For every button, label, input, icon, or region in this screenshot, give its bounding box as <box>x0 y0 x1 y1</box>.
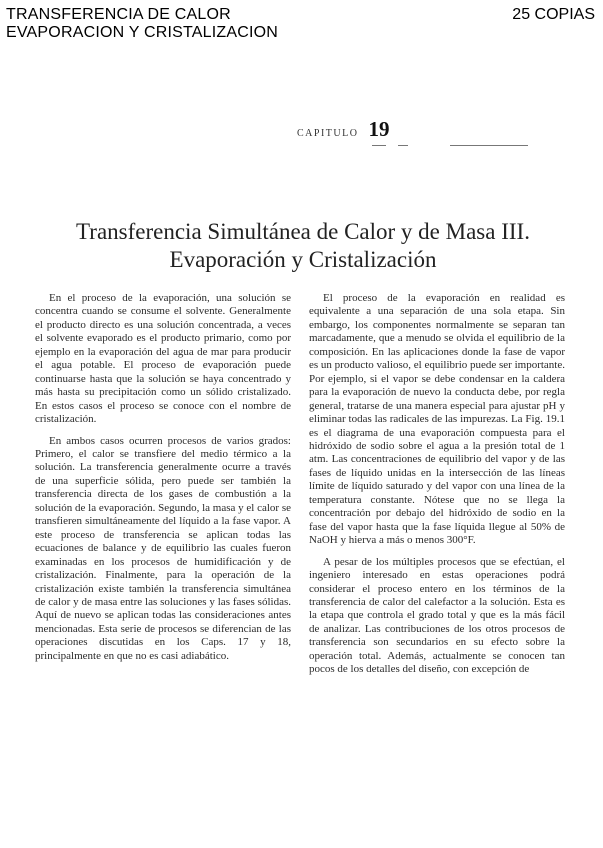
paragraph: El proceso de la evaporación en realidad es equivalente a una separación de una sola etapa. Sin embargo, los componentes normalmente se separan tan marcadamente, que a menudo se olvida el equilibrio de la composición. En las aplicaciones donde la fase de vapor es un producto valioso, el equilibrio puede ser importante. Por ejemplo, si el vapor se debe condensar en la caldera para la evaporación de nuevo la conducta debe, por regla general, tratarse de una manera especial para ajustar pH y eliminar todas las radicales de las impurezas. La Fig. 19.1 es el diagrama de una evaporación compuesta para el hidróxido de sodio sobre el agua a la presión total de 1 atm. Las concentraciones de equilibrio del vapor y de las fases de líquido unidas en la intersección de las líneas límite de líquido saturado y del vapor con una línea de la temperatura constante. Nótese que no se llega la concentración por debajo del hidróxido de sodio en la fase del vapor hasta que la fase líquida llegue al 50% de NaOH y hierva a más o menos 300°F. <box>309 292 565 547</box>
header-title-line2: EVAPORACION Y CRISTALIZACION <box>6 24 279 41</box>
paragraph: En el proceso de la evaporación, una solución se concentra cuando se consume el solvente. Generalmente el producto directo es una solución concentrada, a veces el solvente evaporado es el producto primario, como por ejemplo en la evaporación del agua de mar para producir el agua potable. El proceso de evaporación puede continuarse hasta que la solución se haya concentrado y más hasta su precipitación como un sólido cristalizado. En estos casos el proceso se conoce con el nombre de cristalización. <box>35 292 291 426</box>
paragraph: A pesar de los múltiples procesos que se efectúan, el ingeniero interesado en estas operaciones podrá considerar el proceso entero en los términos de la transferencia de calor del calefactor a la solución. Esta es la etapa que controla el grado total y que es la más fácil de analizar. Las contribuciones de los otros procesos de transferencia son secundarios en su efecto sobre la operación total. Además, actualmente se conocen tan pocos de los detalles del diseño, con excepción de <box>309 555 565 676</box>
chapter-number: 19 <box>368 117 390 141</box>
document-header <box>6 6 278 42</box>
paragraph: En ambos casos ocurren procesos de varios grados: Primero, el calor se transfiere del medio térmico a la solución. La transferencia generalmente ocurre a través de una superficie sólida, pero puede ser también la transferencia directa de los gases de combustión a la solución de la evaporación. Segundo, la masa y el calor se transfieren simultáneamente del líquido a la fase vapor. A este proceso de transferencia se aplican todas las ecuaciones de balance y de equilibrio las cuales fueron examinadas en los procesos de humidificación y de cristalización. Finalmente, para la operación de la cristalización existe también la transferencia simultánea de calor y de masa entre las soluciones y las fases sólidas. Aquí de nuevo se aplican todas las consideraciones antes mencionadas. Esta serie de procesos se diferencian de las operaciones discutidas en los Caps. 17 y 18, principalmente en que no es casi adiabático. <box>35 434 291 662</box>
chapter-rule-fragment <box>398 145 408 146</box>
chapter-title <box>40 218 566 274</box>
chapter-label: CAPITULO <box>297 128 359 139</box>
chapter-title-line2: Evaporación y Cristalización <box>169 247 437 272</box>
text-column-right <box>309 292 565 685</box>
header-title-line1: TRANSFERENCIA DE CALOR <box>6 6 231 23</box>
chapter-heading <box>297 117 389 142</box>
chapter-rule-fragment <box>372 145 386 146</box>
text-column-left <box>35 292 291 671</box>
chapter-rule-fragment <box>450 145 528 146</box>
copies-label: 25 COPIAS <box>512 6 595 23</box>
chapter-title-line1: Transferencia Simultánea de Calor y de Masa III. <box>76 219 530 244</box>
